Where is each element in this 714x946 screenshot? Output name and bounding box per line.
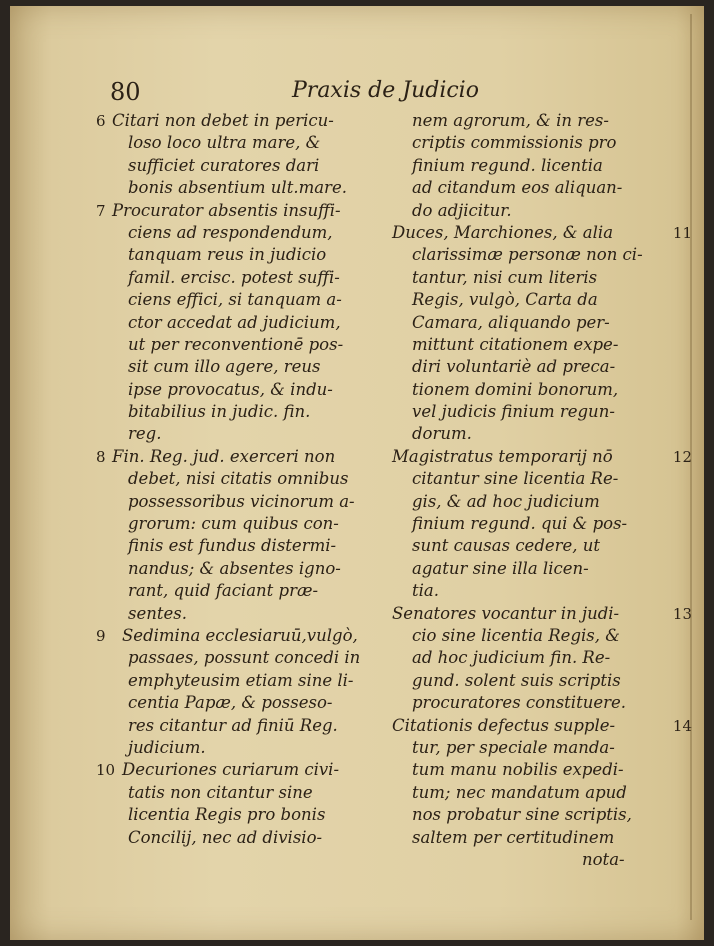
line-text: rant, quid faciant præ- [128, 581, 319, 601]
line-text: tum; nec mandatum apud [412, 782, 627, 802]
line-text: nandus; & absentes igno- [128, 558, 341, 578]
text-line [96, 356, 386, 378]
text-line [382, 580, 682, 602]
paragraph-number: 7 [96, 201, 106, 220]
text-line [96, 468, 386, 490]
line-text: ipse provocatus, & indu- [128, 379, 333, 399]
text-line [382, 647, 682, 669]
text-line [96, 558, 386, 580]
line-text: tantur, nisi cum literis [412, 267, 598, 287]
left-column [96, 110, 386, 849]
line-text: sentes. [128, 603, 187, 623]
text-line [382, 513, 682, 535]
text-line [382, 827, 682, 849]
text-line [382, 737, 682, 759]
page-number: 80 [110, 78, 141, 106]
text-line [382, 356, 682, 378]
line-text: procuratores constituere. [412, 693, 627, 713]
text-line [382, 446, 692, 468]
text-line [382, 759, 682, 781]
line-text: passaes, possunt concedi in [128, 648, 361, 668]
line-text: tia. [412, 581, 439, 601]
text-line [96, 692, 386, 714]
line-text: saltem per certitudinem [412, 827, 615, 847]
text-line [382, 715, 692, 737]
line-text: tanquam reus in judicio [128, 245, 327, 265]
line-text: Camara, aliquando per- [412, 312, 610, 332]
line-text: res citantur ad finiū Reg. [128, 715, 338, 735]
text-line [382, 334, 682, 356]
text-line [382, 132, 682, 154]
line-text: ad hoc judicium fin. Re- [412, 648, 611, 668]
line-text: bonis absentium ult.mare. [128, 178, 347, 198]
text-line [382, 312, 682, 334]
text-line [382, 782, 682, 804]
text-line [382, 110, 682, 132]
text-line [382, 625, 682, 647]
text-line [382, 155, 682, 177]
text-line [96, 670, 386, 692]
line-text: clarissimæ personæ non ci- [412, 245, 643, 265]
text-line [96, 334, 386, 356]
running-title: Praxis de Judicio [292, 78, 479, 103]
text-line [96, 267, 386, 289]
line-text: debet, nisi citatis omnibus [128, 469, 349, 489]
text-line [382, 670, 682, 692]
text-line [96, 647, 386, 669]
text-line [382, 603, 692, 625]
text-line [382, 692, 682, 714]
text-line [96, 155, 386, 177]
text-line [382, 379, 682, 401]
page-header [10, 78, 704, 108]
line-text: finium regund. licentia [412, 155, 603, 175]
line-text: tatis non citantur sine [128, 782, 313, 802]
line-text: reg. [128, 424, 162, 444]
line-text: agatur sine illa licen- [412, 558, 589, 578]
text-line [382, 289, 682, 311]
text-line [96, 446, 386, 468]
line-text: do adjicitur. [412, 200, 512, 220]
line-text: gund. solent suis scriptis [412, 670, 621, 690]
text-line [382, 177, 682, 199]
line-text: citantur sine licentia Re- [412, 469, 619, 489]
line-text: centia Papæ, & posseso- [128, 693, 333, 713]
text-line [382, 222, 692, 244]
text-line [96, 200, 386, 222]
line-text: cio sine licentia Regis, & [412, 625, 620, 645]
text-line [96, 177, 386, 199]
line-text: ad citandum eos aliquan- [412, 178, 623, 198]
line-text: famil. ercisc. potest suffi- [128, 267, 340, 287]
line-text: finium regund. qui & pos- [412, 514, 628, 534]
text-line [96, 132, 386, 154]
line-text: Senatores vocantur in judi- [392, 603, 620, 623]
line-text: emphyteusim etiam sine li- [128, 670, 354, 690]
line-text: Magistratus temporarij nō [392, 446, 613, 466]
text-line [382, 558, 682, 580]
line-text: ctor accedat ad judicium, [128, 312, 341, 332]
text-line [96, 423, 386, 445]
line-text: Procurator absentis insuffi- [112, 200, 341, 220]
paragraph-number: 11 [672, 223, 692, 242]
line-text: nota- [582, 849, 625, 869]
line-text: nem agrorum, & in res- [412, 111, 609, 130]
text-line [96, 737, 386, 759]
line-text: Decuriones curiarum civi- [122, 760, 340, 780]
line-text: possessoribus vicinorum a- [128, 491, 355, 511]
text-line [96, 289, 386, 311]
text-line [96, 110, 386, 132]
line-text: loso loco ultra mare, & [128, 133, 321, 153]
line-text: tur, per speciale manda- [412, 737, 615, 757]
line-text: Citari non debet in pericu- [112, 111, 334, 130]
text-line [96, 379, 386, 401]
paragraph-number: 6 [96, 112, 106, 130]
line-text: sufficiet curatores dari [128, 155, 320, 175]
text-line [382, 244, 682, 266]
line-text: Fin. Reg. jud. exerceri non [112, 446, 336, 466]
line-text: ciens ad respondendum, [128, 222, 333, 242]
line-text: diri voluntariè ad preca- [412, 357, 616, 377]
line-text: finis est fundus distermi- [128, 536, 337, 556]
text-line [96, 715, 386, 737]
text-line [96, 603, 386, 625]
text-line [96, 580, 386, 602]
line-text: grorum: cum quibus con- [128, 514, 339, 534]
text-line [96, 513, 386, 535]
line-text: mittunt citationem expe- [412, 334, 619, 354]
paragraph-number: 12 [672, 447, 692, 466]
line-text: criptis commissionis pro [412, 133, 617, 153]
line-text: judicium. [128, 737, 206, 757]
text-line [96, 625, 386, 647]
text-line [96, 222, 386, 244]
line-text: Concilij, nec ad divisio- [128, 827, 323, 847]
text-line [382, 491, 682, 513]
text-line [382, 200, 682, 222]
text-line [96, 244, 386, 266]
line-text: tionem domini bonorum, [412, 379, 619, 399]
paragraph-number: 14 [672, 716, 692, 735]
line-text: licentia Regis pro bonis [128, 805, 326, 825]
text-line [96, 535, 386, 557]
paragraph-number: 9 [96, 626, 106, 645]
text-line [382, 401, 682, 423]
book-page [10, 6, 704, 940]
line-text: Duces, Marchiones, & alia [392, 222, 614, 242]
line-text: dorum. [412, 424, 472, 444]
line-text: ciens effici, si tanquam a- [128, 290, 342, 310]
paragraph-number: 13 [672, 604, 692, 623]
text-line [382, 267, 682, 289]
text-line [96, 491, 386, 513]
line-text: Sedimina ecclesiaruū,vulgò, [122, 625, 358, 645]
right-column [382, 110, 692, 871]
line-text: bitabilius in judic. fin. [128, 402, 311, 422]
line-text: Citationis defectus supple- [392, 715, 616, 735]
text-line [96, 827, 386, 849]
text-line [382, 423, 682, 445]
text-line [382, 535, 682, 557]
line-text: gis, & ad hoc judicium [412, 491, 600, 511]
text-line [96, 312, 386, 334]
text-line [382, 468, 682, 490]
line-text: ut per reconventionē pos- [128, 334, 344, 354]
paragraph-number: 10 [96, 761, 116, 780]
text-line [96, 401, 386, 423]
text-line [96, 804, 386, 826]
line-text: tum manu nobilis expedi- [412, 760, 624, 780]
line-text: Regis, vulgò, Carta da [412, 290, 598, 310]
line-text: sunt causas cedere, ut [412, 536, 601, 556]
line-text: nos probatur sine scriptis, [412, 805, 632, 825]
text-line [96, 782, 386, 804]
line-text: sit cum illo agere, reus [128, 357, 321, 377]
text-line [382, 804, 682, 826]
line-text: vel judicis finium regun- [412, 402, 615, 422]
text-line [382, 849, 682, 871]
text-line [96, 759, 386, 781]
paragraph-number: 8 [96, 447, 106, 466]
